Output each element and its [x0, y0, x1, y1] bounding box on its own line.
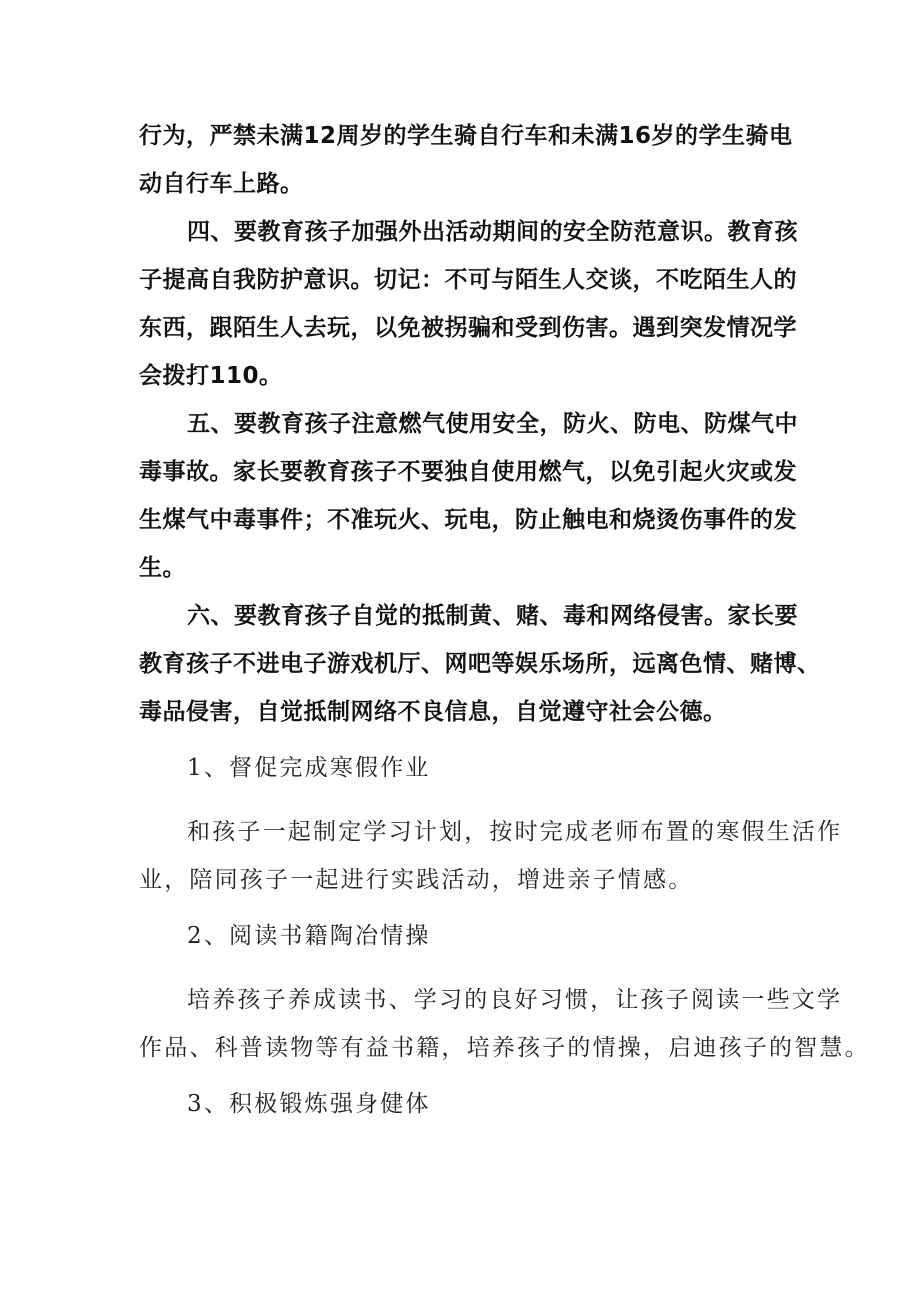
text-line: 作品、科普读物等有益书籍，培养孩子的情操，启迪孩子的智慧。 — [139, 1035, 870, 1061]
section-heading-3: 3、积极锻炼强身健体 — [187, 1091, 431, 1117]
text-line: 动自行车上路。 — [139, 171, 304, 197]
text-line: 培养孩子养成读书、学习的良好习惯，让孩子阅读一些文学 — [187, 987, 843, 1013]
text-line: 业，陪同孩子一起进行实践活动，增进亲子情感。 — [139, 867, 694, 893]
text-line: 生。 — [139, 555, 186, 581]
section-heading-1: 1、督促完成寒假作业 — [187, 755, 431, 781]
paragraph-five-line: 五、要教育孩子注意燃气使用安全，防火、防电、防煤气中 — [187, 411, 798, 437]
text-line: 毒事故。家长要教育孩子不要独自使用燃气，以免引起火灾或发 — [139, 459, 797, 485]
text-line: 子提高自我防护意识。切记：不可与陌生人交谈，不吃陌生人的 — [139, 267, 797, 293]
paragraph-four-line: 四、要教育孩子加强外出活动期间的安全防范意识。教育孩 — [187, 219, 798, 245]
section-heading-2: 2、阅读书籍陶冶情操 — [187, 923, 431, 949]
text-line: 行为，严禁未满12周岁的学生骑自行车和未满16岁的学生骑电 — [139, 123, 793, 149]
text-line: 教育孩子不进电子游戏机厅、网吧等娱乐场所，远离色情、赌博、 — [139, 651, 821, 677]
text-line: 东西，跟陌生人去玩，以免被拐骗和受到伤害。遇到突发情况学 — [139, 315, 797, 341]
text-line: 和孩子一起制定学习计划，按时完成老师布置的寒假生活作 — [187, 819, 843, 845]
text-line: 毒品侵害，自觉抵制网络不良信息，自觉遵守社会公德。 — [139, 699, 727, 725]
text-line: 生煤气中毒事件；不准玩火、玩电，防止触电和烧烫伤事件的发 — [139, 507, 797, 533]
text-line: 会拨打110。 — [139, 363, 283, 389]
paragraph-six-line: 六、要教育孩子自觉的抵制黄、赌、毒和网络侵害。家长要 — [187, 603, 798, 629]
